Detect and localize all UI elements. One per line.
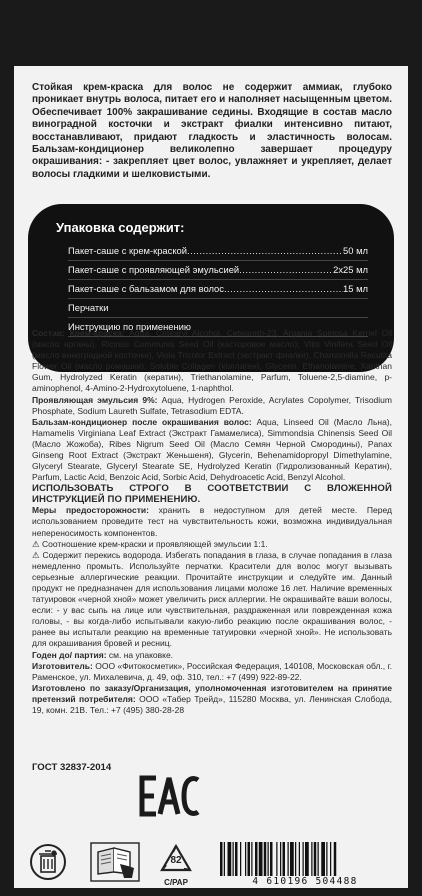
manufacturer: Изготовитель: ООО «Фитокосметик», Российская Федерация, 140108, Московская обл., г. Раменское, ул. Михалевича, д. 49, оф. 310, тел.: +7 (499) 922-89-22. [32, 660, 392, 682]
barcode-icon [216, 842, 394, 876]
package-item: Пакет-саше с крем-краской ..... 50 мл [68, 242, 368, 261]
package-item: Перчатки [68, 299, 368, 318]
safety-warning: ⚠ Содержит перекись водорода. Избегать попадания в глаза, в случае попадания в глаза немедленно промыть. Используйте перчатки. Красители для волос могут вызывать серьезные аллергические реакции. Прочитайте инструкции и следуйте им. Данный продукт не предназначен для использования лицами моложе 16 лет. Наличие временных татуировок «черной хной» может увеличить риск аллергии. Не окрашивайте ваши волосы, если: - у вас сыпь на лице или чувствительная, раздраженная или поврежденная кожа головы, - вы когда-либо испытывали какую-либо реакцию после окрашивания волос, - ранее вы испытали реакцию на временные татуировки «черной хной». Не использовать для окрашивания бровей и ресниц. [32, 549, 392, 649]
product-description: Стойкая крем-краска для волос не содержит аммиак, глубоко проникает внутрь волоса, питает его и наполняет насыщенным цветом. Обеспечивает 100% закрашивание седины. Входящие в состав масло виноградной косточки и экстракт фиалки интенсивно питают, восстанавливают, придают гладкость и эластичность волосам. Бальзам-кондиционер великолепно завершает процедуру окрашивания: - закрепляет цвет волос, увлажняет и укрепляет, делает волосы гладкими и шелковистыми. [32, 82, 392, 180]
label-panel [14, 66, 408, 888]
eac-mark-icon [138, 774, 202, 818]
package-item: Инструкцию по применению [68, 318, 368, 337]
package-item: Пакет-саше с бальзамом для волос ..... 15 мл [68, 280, 368, 299]
package-item: Пакет-саше с проявляющей эмульсией ..... 2х25 мл [68, 261, 368, 280]
package-contents-title: Упаковка содержит: [56, 220, 185, 235]
composition-block [32, 328, 392, 716]
trash-bin-icon [30, 842, 66, 882]
shelf-life: Годен до/ партия: см. на упаковке. [32, 649, 174, 660]
package-contents-list [68, 242, 368, 337]
read-instructions-icon [90, 842, 140, 882]
ingredients-cream: Состав: Крем-краска: Aqua, Cetearyl Alcohol, Ceteareth-23, Argania Spinosa Kernel Oil (масло арганы), Ricinus Communis Seed Oil (касторовое масло), Vitis Vinifera Seed Oil (масло виноградной косточки), Viola Tricolor Extract (экстракт фиалки), Chamomilla Recutita Flower Oil (масло ромашки), Soluble Collagen (коллаген), Glycerin, Ethanolamine, Xanthan Gum, Hydrolyzed Keratin (кератин), Triethanolamine, Parfum, Toluene-2,5-diamine, p-aminophenol, 4-Amino-2-Hydroxytoluene, 1-naphthol. [32, 328, 392, 394]
ingredients-emulsion: Проявляющая эмульсия 9%: Aqua, Hydrogen Peroxide, Acrylates Copolymer, Trisodium Phosphate, Sodium Laureth Sulfate, Tetrasodium EDTA. [32, 394, 392, 416]
ingredients-balm: Бальзам-кондиционер после окрашивания волос: Aqua, Linseed Oil (Масло Льна), Hamamelis Virginiana Leaf Extract (Экстракт Гамамелиса), Simmondsia Chinensis Seed Oil (Масло Жожоба), Ribes Nigrum Seed Oil (Масло Семян Черной Смородины), Panax Ginseng Root Extract (Экстракт Женьшеня), Glycerin, Behenamidopropyl Dimethylamine, Glyceryl Stearate, Glyceryl Stearate SE, Hydrolyzed Keratin (Гидролизованный Кератин), Parfum, Lactic Acid, Benzoic Acid, Sorbic Acid, Dehydroacetic Acid, Benzyl Alcohol. [32, 416, 392, 483]
symbols-row [30, 842, 390, 886]
recycling-code: C/PAP [164, 878, 188, 887]
importer: Изготовлено по заказу/Организация, уполномоченная изготовителем на принятие претензий потребителя: ООО «Табер Трейд», 115280 Москва, ул. Ленинская Слобода, 19, комн. 21В. Тел.: +7 (495) 380-28-28 [32, 682, 392, 715]
mixing-ratio: ⚠ Соотношение крем-краски и проявляющей эмульсии 1:1. [32, 538, 268, 549]
gost-standard: ГОСТ 32837-2014 [32, 762, 112, 773]
recycling-number: 82 [170, 855, 182, 866]
precautions: Меры предосторожности: хранить в недоступном для детей месте. Перед использованием проведите тест на чувствительность кожи, возможна индивидуальная непереносимость компонентов. [32, 505, 392, 538]
barcode-number: 4 610196 504488 [252, 876, 358, 887]
instruction-notice: ИСПОЛЬЗОВАТЬ СТРОГО В СООТВЕТСТВИИ С ВЛОЖЕННОЙ ИНСТРУКЦИЕЙ ПО ПРИМЕНЕНИЮ. [32, 483, 392, 506]
